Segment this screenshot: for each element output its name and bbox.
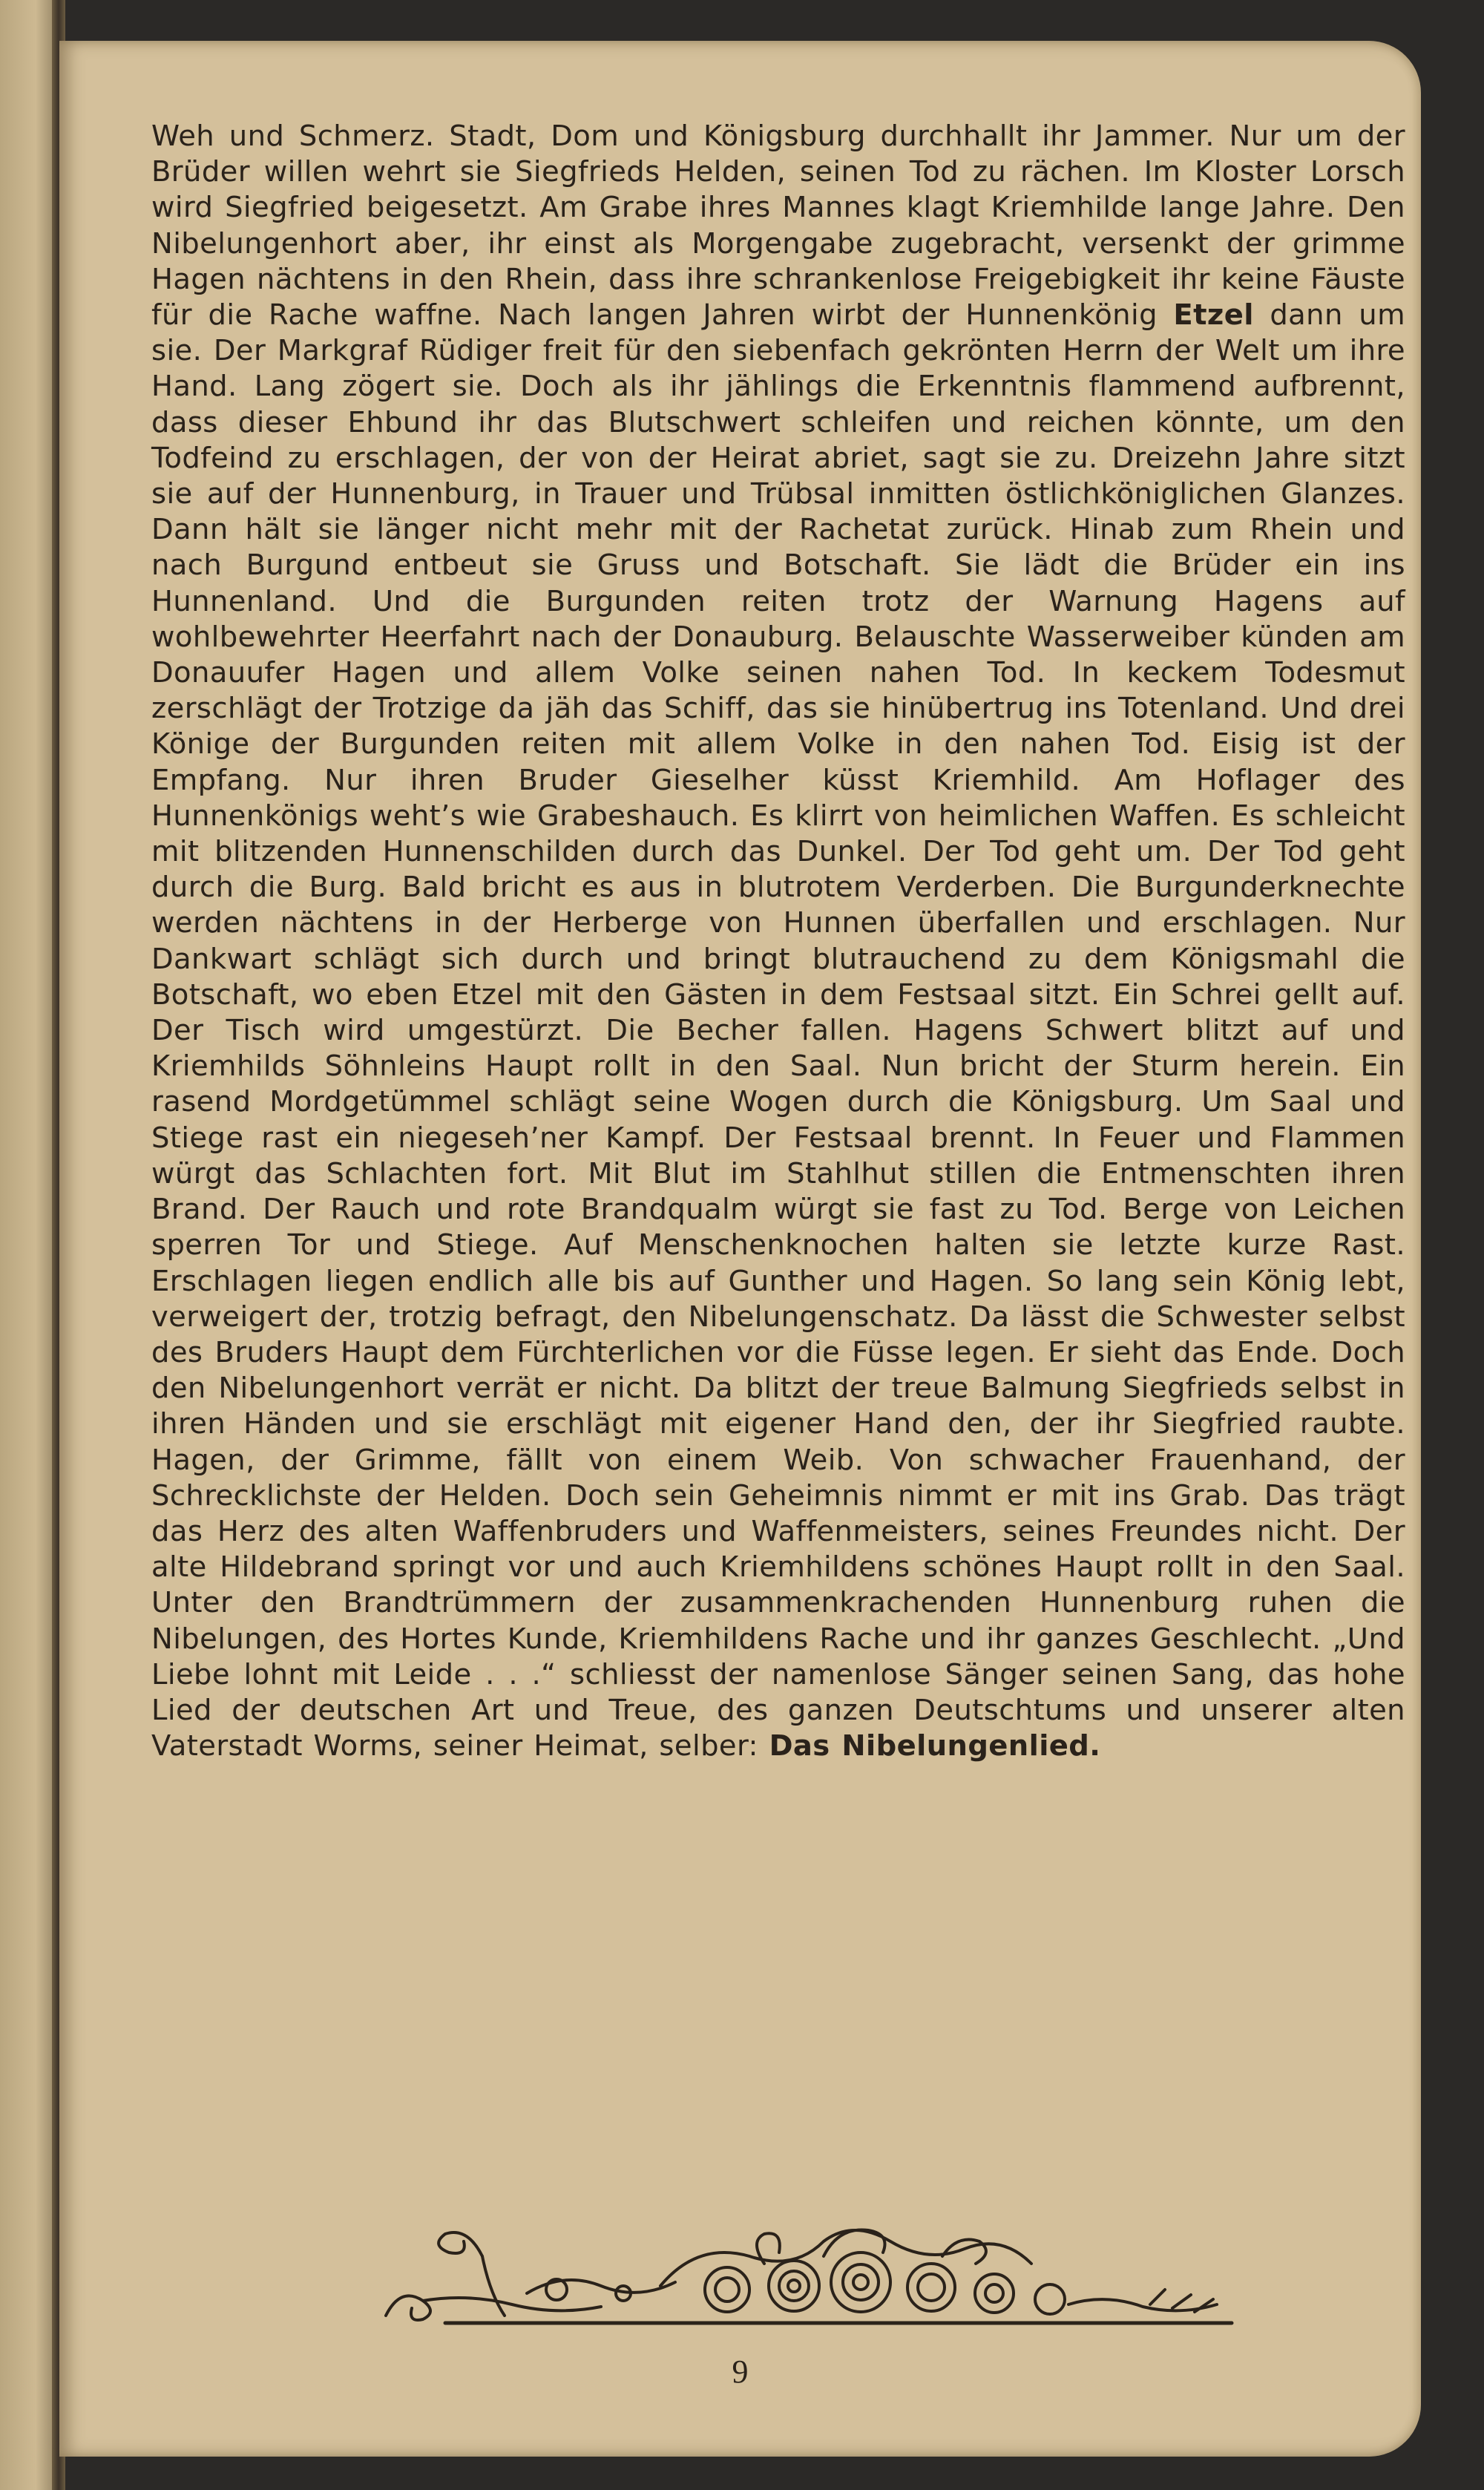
body-text: [151, 119, 1405, 1764]
name-etzel: Etzel: [1173, 298, 1254, 332]
book-page: [59, 41, 1421, 2457]
facing-page-edge: [0, 0, 59, 2490]
body-text-opening: Weh und Schmerz. Stadt, Dom und Königsburg durchhallt ihr Jammer. Nur um der Brüder willen wehrt sie Siegfrieds Helden, seinen Tod zu rächen. Im Kloster Lorsch wird Siegfried beigesetzt. Am Grabe ihres Mannes klagt Kriemhilde lange Jahre. Den Nibelungenhort aber, ihr einst als Morgengabe zugebracht, versenkt der grimme Hagen nächtens in den Rhein, dass ihre schrankenlose Freigebigkeit ihr keine Fäuste für die Rache waffne. Nach langen Jahren wirbt der Hunnenkönig: [151, 119, 1405, 332]
body-text-main: dann um sie. Der Markgraf Rüdiger freit für den siebenfach gekrönten Herrn der Welt um ihre Hand. Lang zögert sie. Doch als ihr jählings die Erkenntnis flammend aufbrennt, dass dieser Ehbund ihr das Blutschwert schleifen und reichen könnte, um den Todfeind zu erschlagen, der von der Heirat abriet, sagt sie zu. Dreizehn Jahre sitzt sie auf der Hunnenburg, in Trauer und Trübsal inmitten östlichköniglichen Glanzes. Dann hält sie länger nicht mehr mit der Rachetat zurück. Hinab zum Rhein und nach Burgund entbeut sie Gruss und Botschaft. Sie lädt die Brüder ein ins Hunnenland. Und die Burgunden reiten trotz der Warnung Hagens auf wohlbewehrter Heerfahrt nach der Donauburg. Belauschte Wasserweiber künden am Donauufer Hagen und allem Volke seinen nahen Tod. In keckem Todesmut zerschlägt der Trotzige da jäh das Schiff, das sie hinübertrug ins Totenland. Und drei Könige der Burgunden reiten mit allem Volke in den nahen Tod. Eisig ist der Empfang. Nur ihren Bruder Gieselher küsst Kriemhild. Am Hoflager des Hunnenkönigs weht’s wie Grabeshauch. Es klirrt von heimlichen Waffen. Es schleicht mit blitzenden Hunnenschilden durch das Dunkel. Der Tod geht um. Der Tod geht durch die Burg. Bald bricht es aus in blutrotem Verderben. Die Burgunderknechte werden nächtens in der Herberge von Hunnen überfallen und erschlagen. Nur Dankwart schlägt sich durch und bringt blutrauchend zu dem Königsmahl die Botschaft, wo eben Etzel mit den Gästen in dem Festsaal sitzt. Ein Schrei gellt auf. Der Tisch wird umgestürzt. Die Becher fallen. Hagens Schwert blitzt auf und Kriemhilds Söhnleins Haupt rollt in den Saal. Nun bricht der Sturm herein. Ein rasend Mordgetümmel schlägt seine Wogen durch die Königsburg. Um Saal und Stiege rast ein niegeseh’ner Kampf. Der Festsaal brennt. In Feuer und Flammen würgt das Schlachten fort. Mit Blut im Stahlhut stillen die Entmenschten ihren Brand. Der Rauch und rote Brandqualm würgt sie fast zu Tod. Berge von Leichen sperren Tor und Stiege. Auf Menschenknochen halten sie letzte kurze Rast. Erschlagen liegen endlich alle bis auf Gunther und Hagen. So lang sein König lebt, verweigert der, trotzig befragt, den Nibelungenschatz. Da lässt die Schwester selbst des Bruders Haupt dem Fürchterlichen vor die Füsse legen. Er sieht das Ende. Doch den Nibelungenhort verrät er nicht. Da blitzt der treue Balmung Siegfrieds selbst in ihren Händen und sie erschlägt mit eigener Hand den, der ihr Siegfried raubte. Hagen, der Grimme, fällt von einem Weib. Von schwacher Frauenhand, der Schrecklichste der Helden. Doch sein Geheimnis nimmt er mit ins Grab. Das trägt das Herz des alten Waffenbruders und Waffenmeisters, seines Freundes nicht. Der alte Hildebrand springt vor und auch Kriemhildens schönes Haupt rollt in den Saal. Unter den Brandtrümmern der zusammenkrachenden Hunnenburg ruhen die Nibelungen, des Hortes Kunde, Kriemhildens Rache und ihr ganzes Geschlecht. „Und Liebe lohnt mit Leide . . .“ schliesst der namenlose Sänger seinen Sang, das hohe Lied der deutschen Art und Treue, des ganzen Deutschtums und unserer alten Vaterstadt Worms, seiner Heimat, selber:: [151, 298, 1405, 1763]
closing-title: Das Nibelungenlied.: [769, 1729, 1101, 1763]
floral-ornament: [378, 2212, 1239, 2330]
page-number: 9: [732, 2353, 749, 2390]
